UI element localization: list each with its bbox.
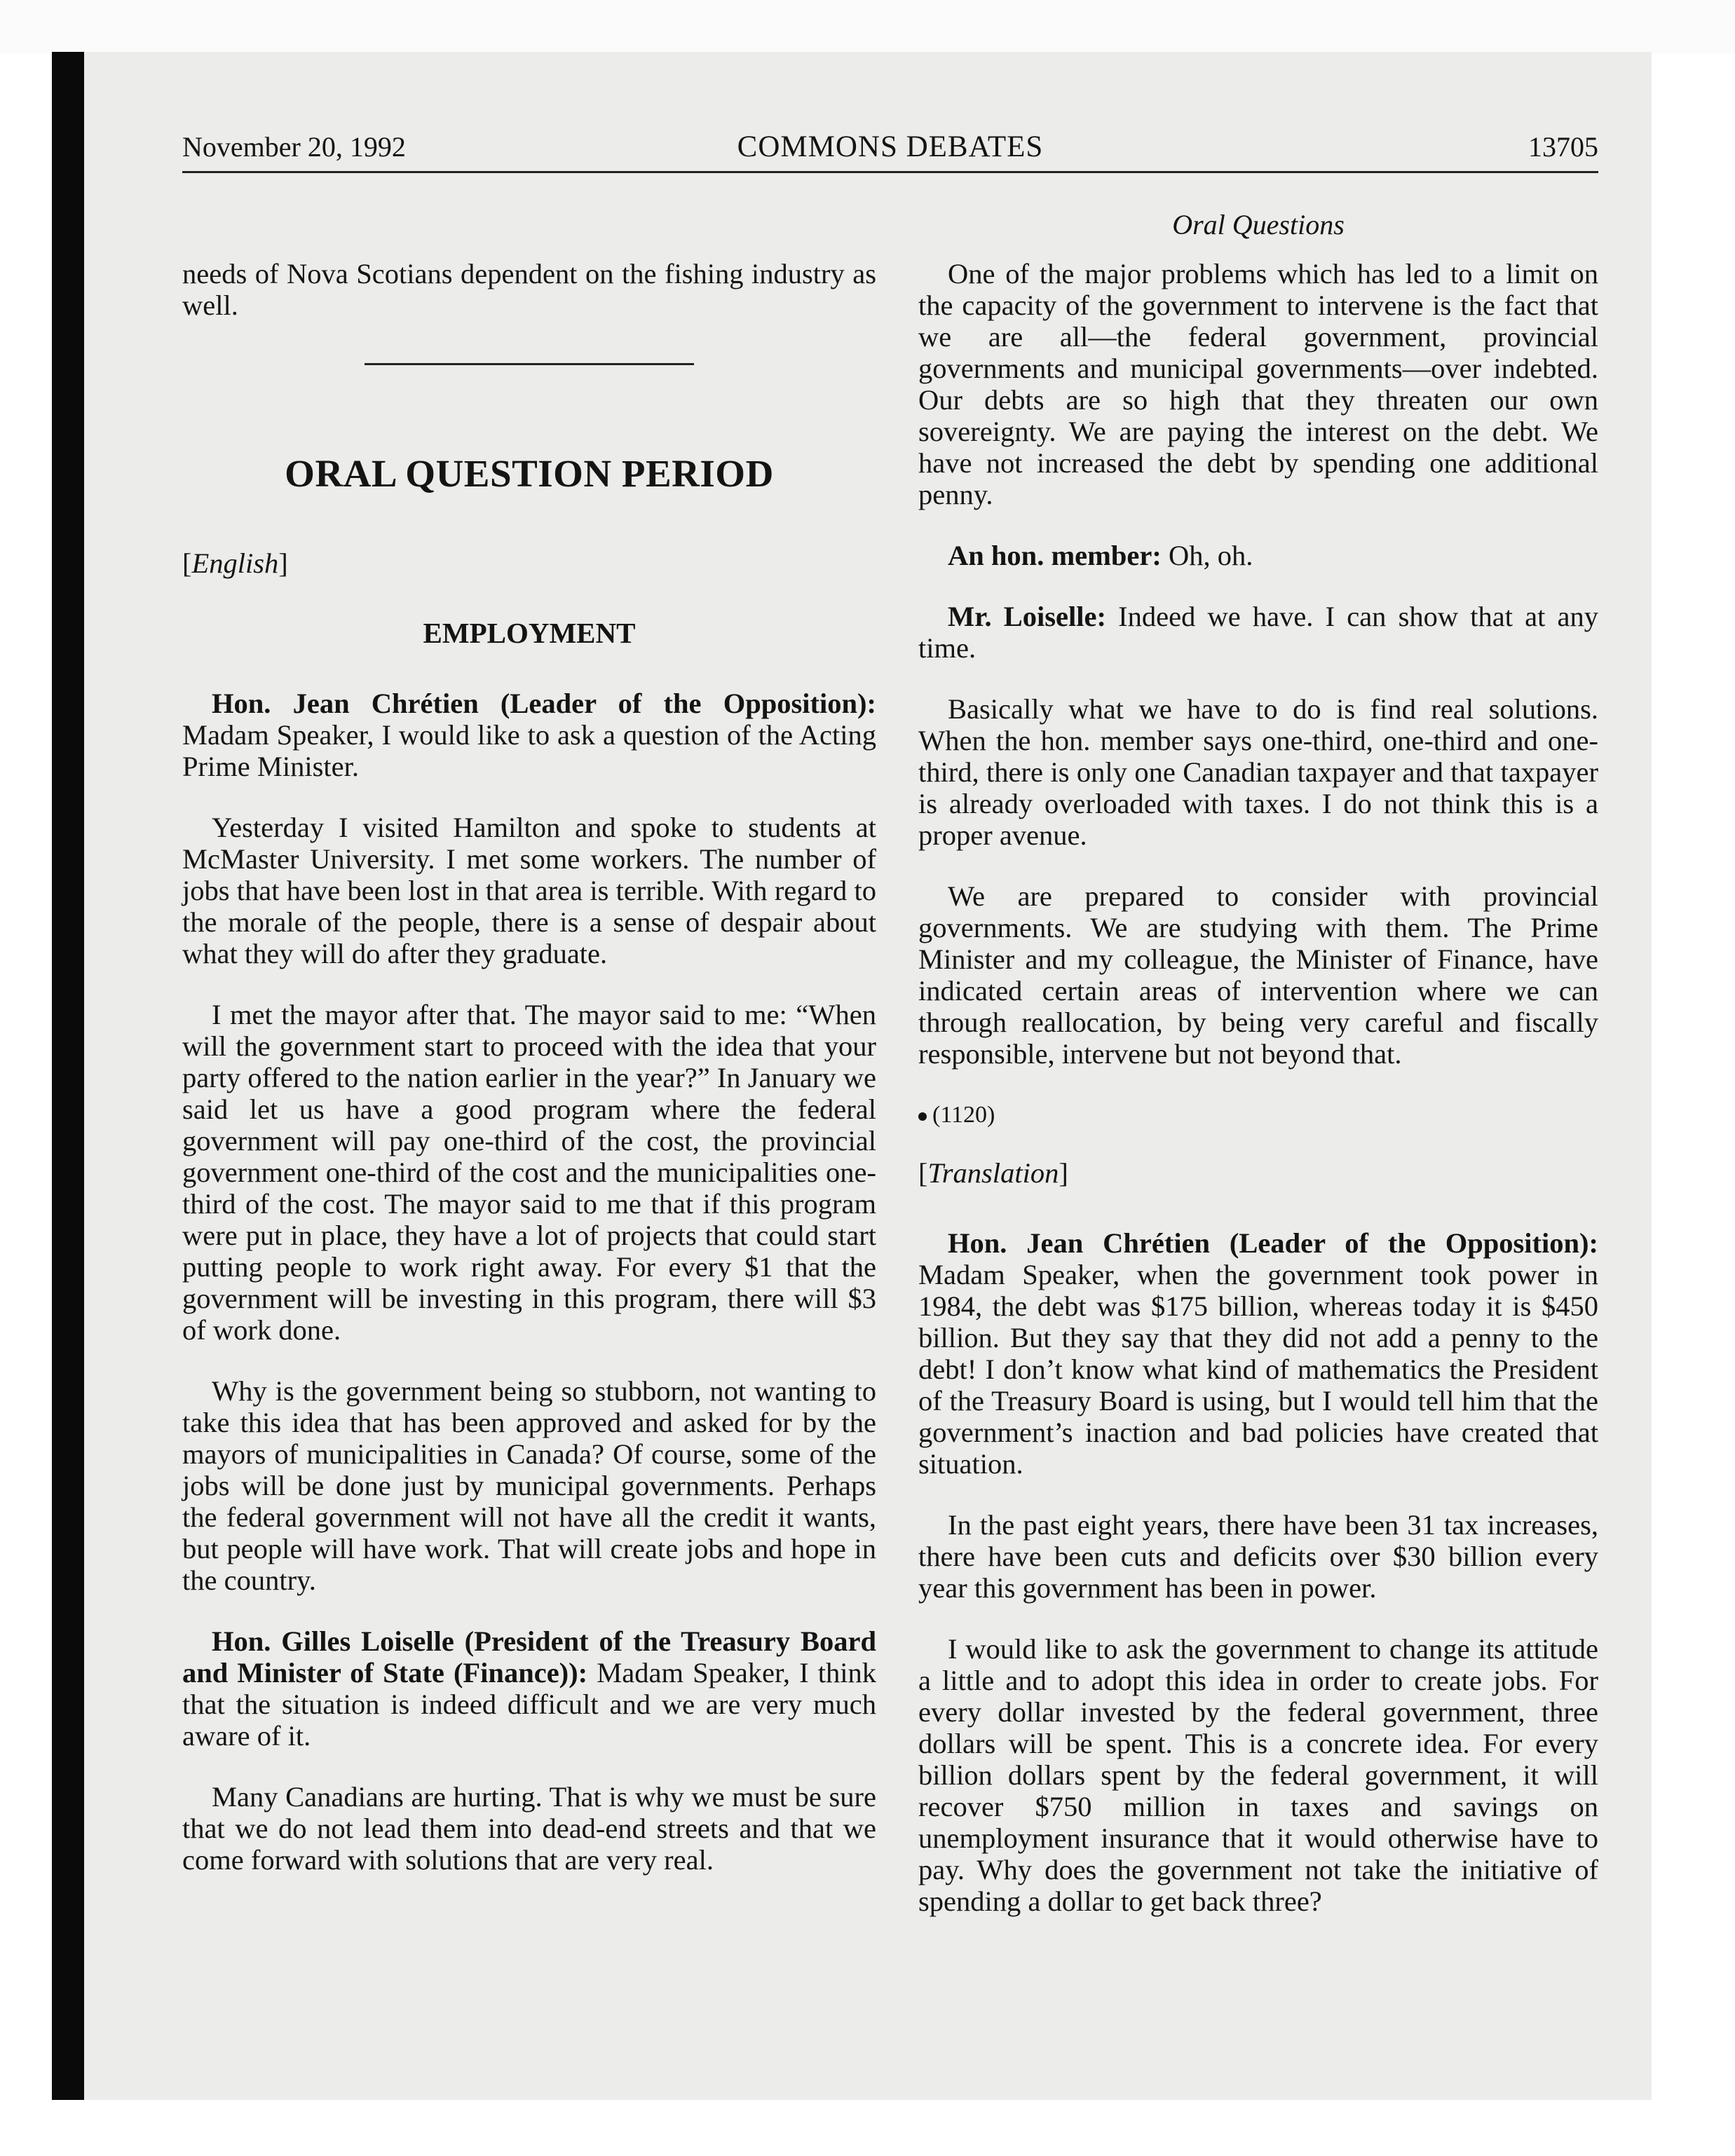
- paragraph: [182, 1625, 876, 1752]
- language-tag-label: English: [191, 547, 279, 579]
- speaker-name: An hon. member:: [948, 540, 1162, 571]
- paragraph: I would like to ask the government to change its attitude a little and to adopt this idea in order to create jobs. For every dollar invested by the federal government, three dollars will be spent. This is a concrete idea. For every billion dollars spent by the federal government, it will recover $750 million in taxes and savings on unemployment insurance that it would otherwise have to pay. Why does the government not take the initiative of spending a dollar to get back three?: [918, 1633, 1598, 1917]
- paragraph: [918, 1227, 1598, 1480]
- paragraph: We are prepared to consider with provincial governments. We are studying with them. The Prime Minister and my colleague, the Minister of Finance, have indicated certain areas of intervention where we can through reallocation, by being very careful and fiscally responsible, intervene but not beyond that.: [918, 880, 1598, 1070]
- paragraph: [918, 540, 1598, 571]
- scan-binding-edge: [52, 52, 84, 2100]
- timestamp: [918, 1099, 1598, 1131]
- paragraph: Why is the government being so stubborn, not wanting to take this idea that has been approved and asked for by the mayors of municipalities in Canada? Of course, some of the jobs will be done just by municipal governments. Perhaps the federal government will not have all the credit it wants, but people will have work. That will create jobs and hope in the country.: [182, 1375, 876, 1596]
- language-tag-label: Translation: [927, 1157, 1059, 1189]
- header-page-number: 13705: [1528, 131, 1598, 163]
- paragraph: One of the major problems which has led to a limit on the capacity of the government to intervene is the fact that we are all—the federal government, provincial governments and municipal governments—over indebted. Our debts are so high that they threaten our own sovereignty. We are paying the interest on the debt. We have not increased the debt by spending one additional penny.: [918, 258, 1598, 510]
- timestamp-text: (1120): [932, 1102, 995, 1128]
- section-tag: Oral Questions: [1172, 209, 1345, 240]
- paragraph: Yesterday I visited Hamilton and spoke to students at McMaster University. I met some workers. The number of jobs that have been lost in that area is terrible. With regard to the morale of the people, there is a sense of despair about what they will do after they graduate.: [182, 812, 876, 969]
- language-tag: [Translation]: [918, 1157, 1068, 1189]
- speech-text: Madam Speaker, when the government took power in 1984, the debt was $175 billion, whereas today it is $450 billion. But they say that they did not add a penny to the debt! I don’t know what kind of mathematics the President of the Treasury Board is using, but I would tell him that the government’s inaction and bad policies have created that situation.: [918, 1259, 1598, 1480]
- speech-text: Madam Speaker, I would like to ask a question of the Acting Prime Minister.: [182, 719, 876, 782]
- header-rule: [182, 171, 1598, 173]
- section-title: ORAL QUESTION PERIOD: [285, 452, 774, 495]
- speaker-name: Hon. Jean Chrétien (Leader of the Opposition):: [212, 688, 876, 719]
- paragraph: I met the mayor after that. The mayor said to me: “When will the government start to proceed with the idea that your party offered to the nation earlier in the year?” In January we said let us have a good program where the federal government will pay one-third of the cost, the provincial government one-third of the cost and the municipalities one-third of the cost. The mayor said to me that if this program were put in place, they have a lot of projects that could start putting people to work right away. For every $1 that the government will be investing in this program, there will $3 of work done.: [182, 999, 876, 1346]
- bullet-icon: [918, 1112, 927, 1121]
- scan-background: [0, 0, 1735, 53]
- language-tag: [English]: [182, 547, 288, 579]
- speaker-name: Hon. Jean Chrétien (Leader of the Opposition):: [948, 1227, 1598, 1259]
- paragraph: [918, 601, 1598, 664]
- speech-text: Madam Speaker, I think that the situation is indeed difficult and we are very much aware of it.: [182, 1657, 876, 1752]
- paragraph: [182, 688, 876, 782]
- paragraph: Many Canadians are hurting. That is why we must be sure that we do not lead them into dead-end streets and that we come forward with solutions that are very real.: [182, 1781, 876, 1876]
- speaker-name: Hon. Gilles Loiselle (President of the Treasury Board and Minister of State (Finance)):: [182, 1625, 876, 1688]
- header-publication: COMMONS DEBATES: [737, 130, 1044, 163]
- paragraph: Basically what we have to do is find real solutions. When the hon. member says one-third, one-third and one-third, there is only one Canadian taxpayer and that taxpayer is already overloaded with taxes. I do not think this is a proper avenue.: [918, 693, 1598, 851]
- speech-text: Oh, oh.: [1161, 540, 1253, 571]
- section-divider: [365, 363, 694, 365]
- header-date: November 20, 1992: [182, 131, 406, 163]
- right-column: [918, 258, 1598, 1946]
- carryover-paragraph: needs of Nova Scotians dependent on the fishing industry as well.: [182, 258, 876, 321]
- speaker-name: Mr. Loiselle:: [948, 601, 1106, 632]
- speech-text: Indeed we have. I can show that at any time.: [918, 601, 1598, 664]
- running-header: [182, 126, 1598, 168]
- subheading: EMPLOYMENT: [423, 617, 636, 649]
- paragraph: In the past eight years, there have been 31 tax increases, there have been cuts and deficits over $30 billion every year this government has been in power.: [918, 1509, 1598, 1604]
- left-column: [182, 258, 876, 1905]
